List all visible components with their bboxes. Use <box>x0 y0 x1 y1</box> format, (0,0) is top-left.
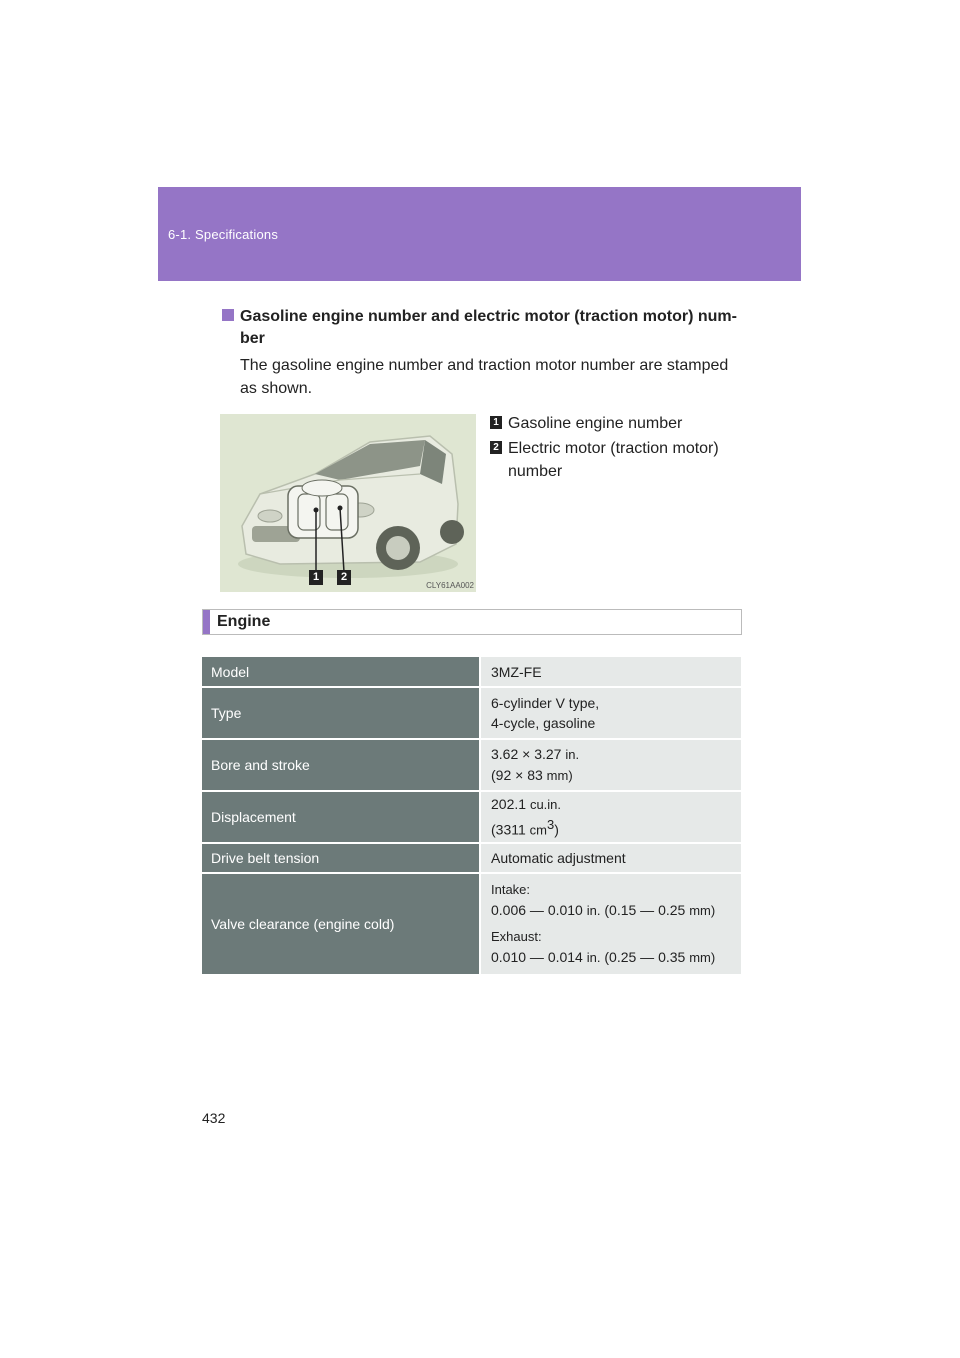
table-row <box>202 687 741 739</box>
valve-intake-in: 0.006 — 0.010 <box>491 902 583 918</box>
bore-value-in: 3.62 × 3.27 <box>491 746 562 762</box>
spec-label-displacement: Displacement <box>202 791 480 843</box>
spec-label-bore: Bore and stroke <box>202 739 480 791</box>
spec-value-type <box>480 687 741 739</box>
spec-value-model: 3MZ-FE <box>480 657 741 687</box>
bore-unit-mm: mm) <box>546 768 573 783</box>
spec-label-valve: Valve clearance (engine cold) <box>202 873 480 975</box>
section-accent <box>203 610 210 634</box>
spec-value-bore <box>480 739 741 791</box>
page-number: 432 <box>202 1110 226 1126</box>
valve-intake-label: Intake: <box>491 882 531 897</box>
table-row <box>202 791 741 843</box>
type-line-1: 6-cylinder V type, <box>491 695 600 711</box>
figure-code: CLY61AA002 <box>426 581 474 590</box>
spec-label-belt: Drive belt tension <box>202 843 480 873</box>
car-engine-image <box>220 414 476 592</box>
figure-legend <box>490 412 742 485</box>
table-row <box>202 739 741 791</box>
valve-exhaust-mm-unit: mm) <box>689 950 716 965</box>
legend-item <box>490 412 742 435</box>
valve-exhaust-in: 0.010 — 0.014 <box>491 949 583 965</box>
spec-value-belt: Automatic adjustment <box>480 843 741 873</box>
table-row <box>202 843 741 873</box>
table-row <box>202 873 741 975</box>
spec-label-type: Type <box>202 687 480 739</box>
legend-number-2: 2 <box>490 441 502 454</box>
engine-spec-table <box>202 657 741 976</box>
heading-bullet-icon <box>222 309 234 321</box>
disp-close-paren: ) <box>554 821 559 838</box>
subsection-title: Gasoline engine number and electric motor (traction motor) num-ber <box>240 308 737 347</box>
legend-text-2: Electric motor (traction motor) number <box>508 440 719 480</box>
subsection-heading <box>222 306 742 350</box>
spec-value-displacement <box>480 791 741 843</box>
disp-unit-cm: cm <box>529 822 548 838</box>
valve-exhaust-in-unit: in. <box>586 950 601 965</box>
subsection-body: The gasoline engine number and traction motor number are stamped as shown. <box>240 357 729 397</box>
spec-value-valve <box>480 873 741 975</box>
disp-value-cm3: (3311 <box>491 821 526 838</box>
section-title: 6-1. Specifications <box>168 227 279 242</box>
valve-exhaust-mm: (0.25 — 0.35 <box>604 949 686 965</box>
bore-value-mm: (92 × 83 <box>491 767 543 783</box>
bore-unit-in: in. <box>565 747 580 762</box>
disp-value-cuin: 202.1 <box>491 795 527 812</box>
spec-label-model: Model <box>202 657 480 687</box>
legend-text-1: Gasoline engine number <box>508 415 683 432</box>
valve-intake-in-unit: in. <box>586 903 601 918</box>
page-header <box>158 187 801 281</box>
engine-section-title: Engine <box>217 613 271 630</box>
callout-1: 1 <box>309 570 323 585</box>
type-line-2: 4-cycle, gasoline <box>491 715 596 731</box>
valve-intake-mm-unit: mm) <box>689 903 716 918</box>
legend-number-1: 1 <box>490 416 502 429</box>
disp-unit-cuin: cu.in. <box>529 796 562 812</box>
vehicle-illustration <box>220 414 476 592</box>
engine-section-header <box>202 609 742 635</box>
table-row <box>202 657 741 687</box>
valve-exhaust-label: Exhaust: <box>491 929 542 944</box>
callout-2: 2 <box>337 570 351 585</box>
legend-item <box>490 437 742 483</box>
valve-intake-mm: (0.15 — 0.25 <box>604 902 686 918</box>
disp-unit-sup: 3 <box>547 816 555 832</box>
